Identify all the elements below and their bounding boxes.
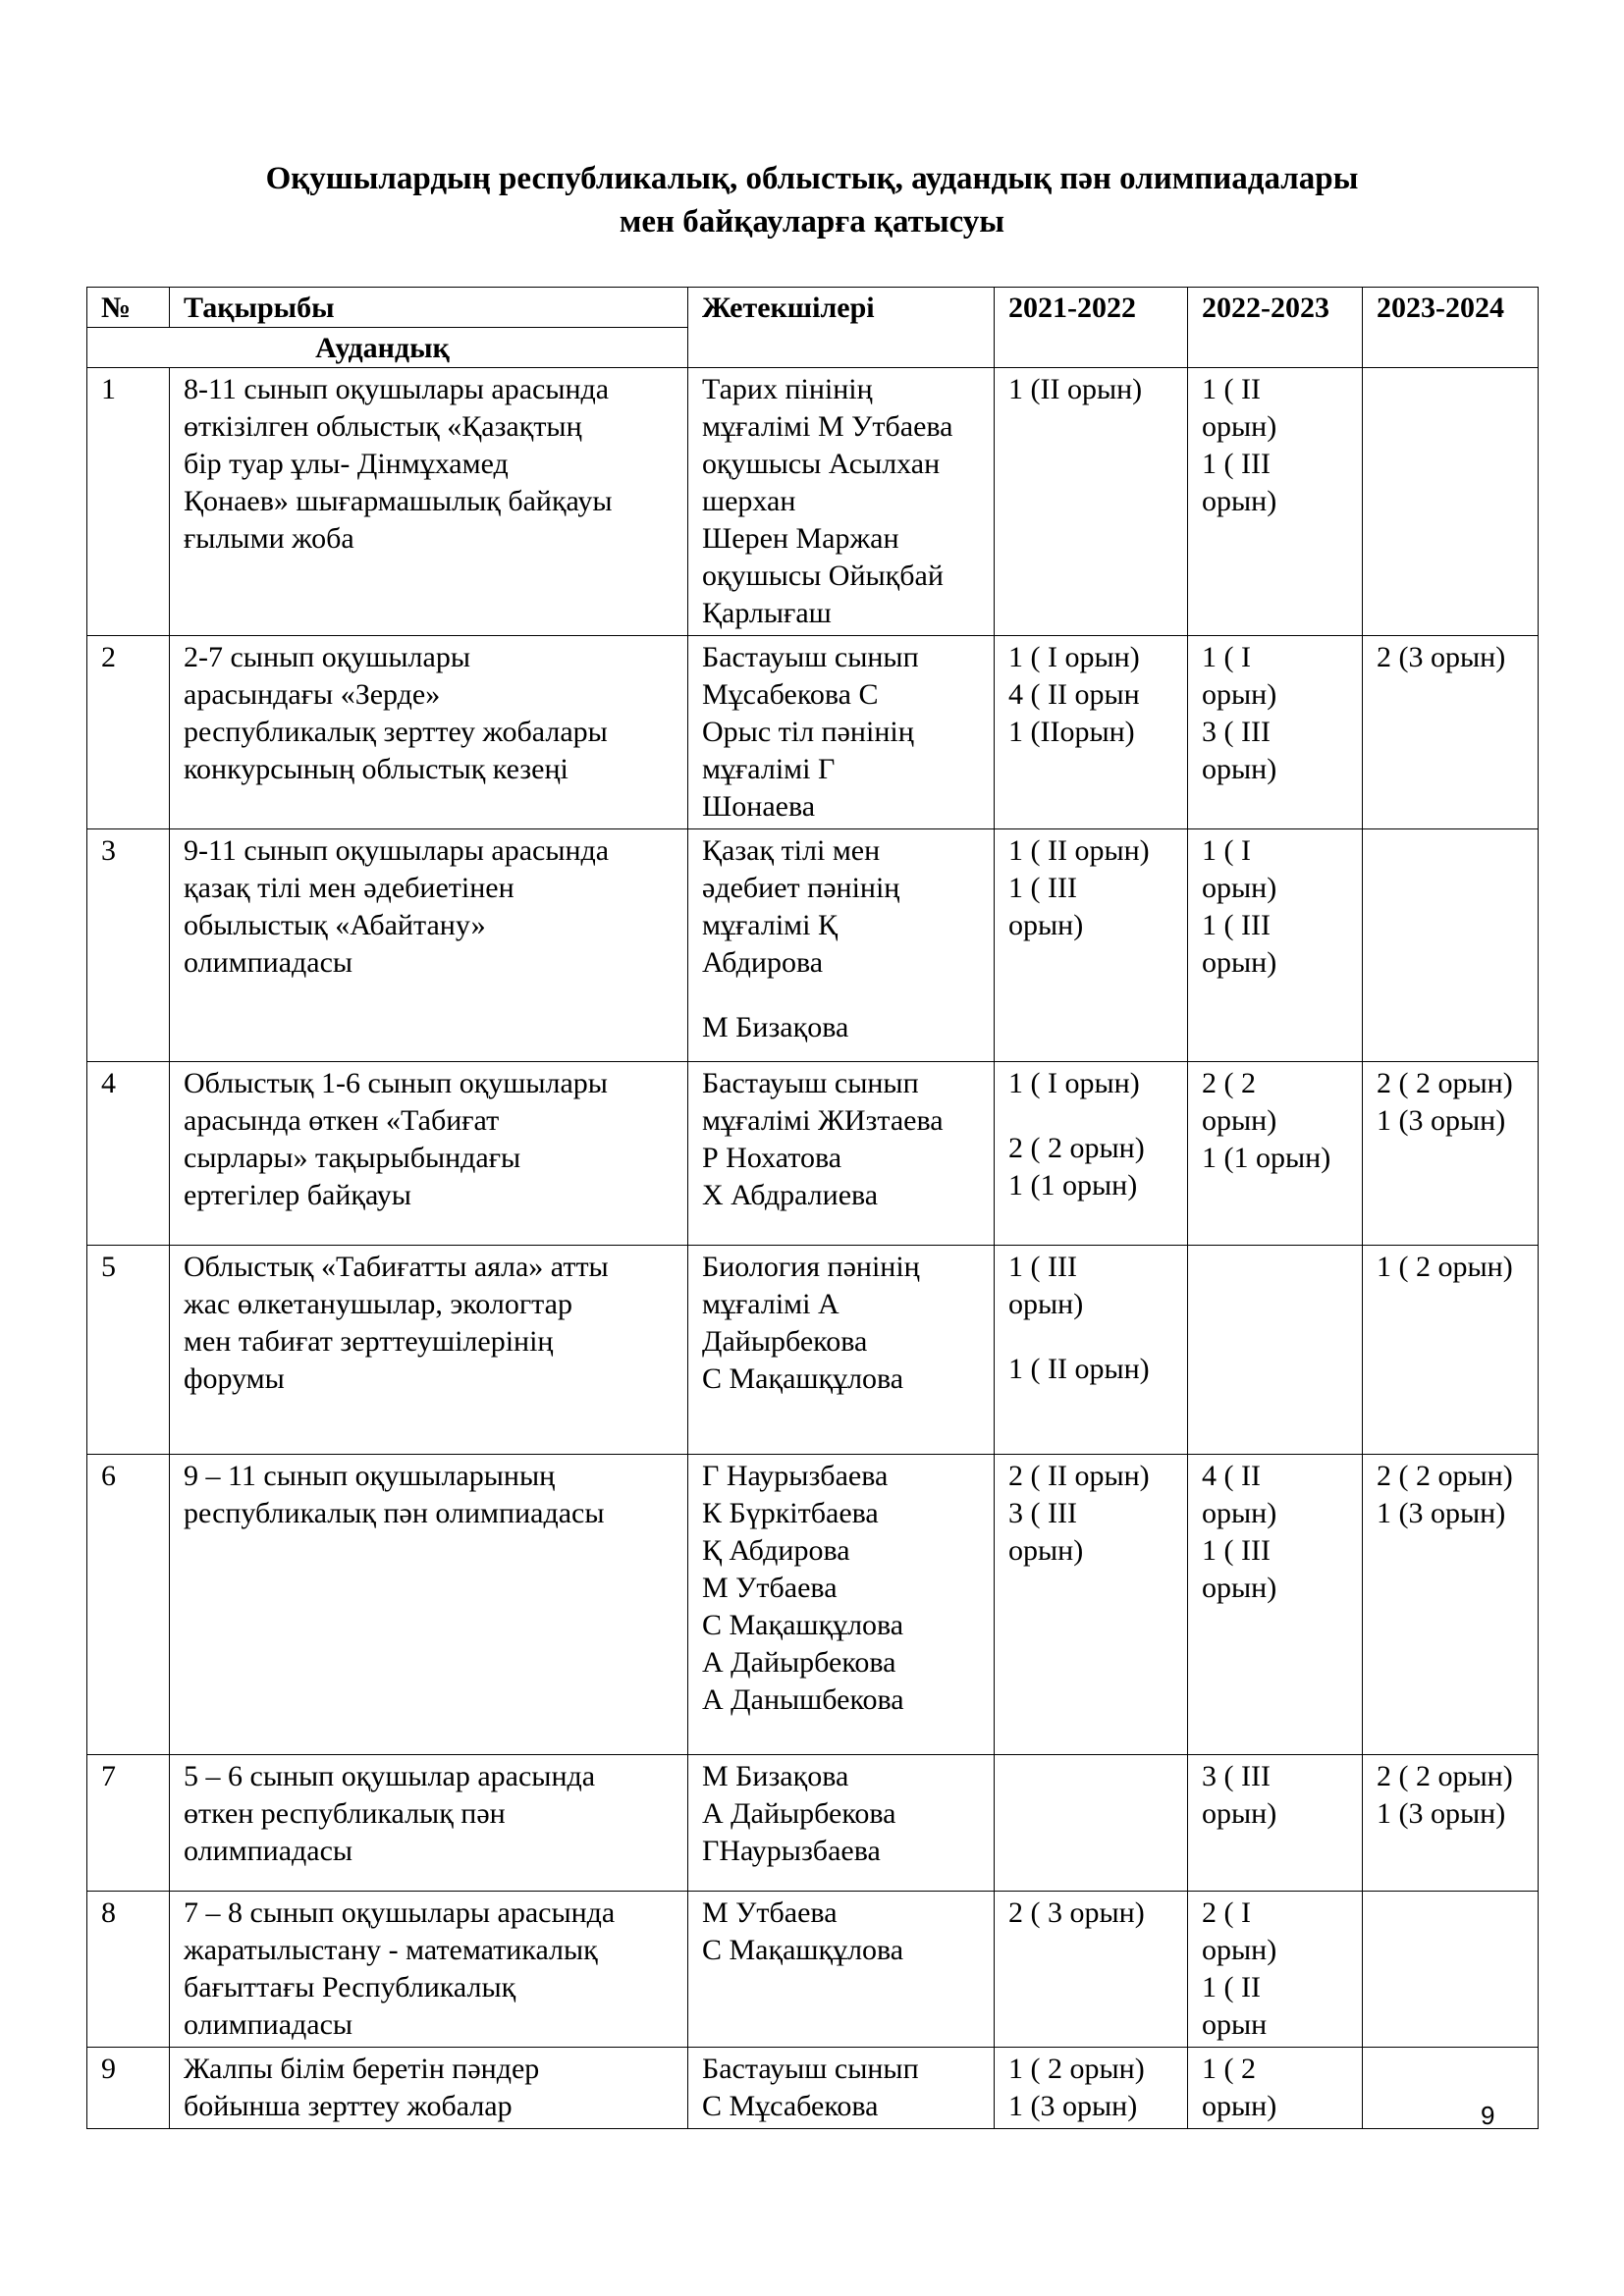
cell-2021-2022 <box>995 1755 1188 1892</box>
cell-line: орын) <box>1202 1797 1277 1830</box>
cell-line: Мұсабекова С <box>702 678 879 711</box>
cell-2021-2022 <box>995 1062 1188 1246</box>
cell-line: 1 (II орын) <box>1008 373 1143 405</box>
cell-line: Абдирова <box>702 946 824 979</box>
cell-line: 1 ( II <box>1202 1971 1261 2003</box>
table-row <box>87 1892 1539 2048</box>
cell-2021-2022 <box>995 829 1188 1062</box>
cell-line: 1 ( II орын) <box>1008 1353 1150 1385</box>
cell-line: олимпиадасы <box>184 946 353 979</box>
header-row <box>87 288 1539 328</box>
cell-line: Бастауыш сынып <box>702 641 919 673</box>
cell-line: 2 ( 2 орын) <box>1377 1067 1513 1099</box>
cell-num: 1 <box>87 368 170 636</box>
cell-line: А Данышбекова <box>702 1683 904 1716</box>
cell-line: ГНаурызбаева <box>702 1835 881 1867</box>
header-2021-2022: 2021-2022 <box>995 288 1188 368</box>
cell-line: Қонаев» шығармашылық байқауы <box>184 485 613 517</box>
cell-line: 2 ( 3 орын) <box>1008 1896 1145 1929</box>
cell-line: 1 ( 2 орын) <box>1008 2053 1145 2085</box>
cell-2021-2022 <box>995 1892 1188 2048</box>
cell-line: орын) <box>1202 485 1277 517</box>
cell-line: орын) <box>1008 1534 1084 1567</box>
cell-line: республикалық пән олимпиадасы <box>184 1497 605 1529</box>
title-line-2: мен байқауларға қатысуы <box>619 204 1005 240</box>
cell-line: 1 ( III <box>1202 1534 1271 1567</box>
cell-line: Р Нохатова <box>702 1142 842 1174</box>
cell-line: 1 ( I орын) <box>1008 641 1140 673</box>
table-row <box>87 1062 1539 1246</box>
cell-line: 3 ( III <box>1008 1497 1077 1529</box>
cell-2022-2023 <box>1188 829 1363 1062</box>
cell-2023-2024 <box>1363 1062 1539 1246</box>
cell-line: 1 ( I <box>1202 641 1251 673</box>
table-row <box>87 368 1539 636</box>
cell-line: Г Наурызбаева <box>702 1460 889 1492</box>
cell-line: 2 ( 2 <box>1202 1067 1256 1099</box>
cell-2023-2024 <box>1363 1755 1539 1892</box>
cell-2022-2023 <box>1188 368 1363 636</box>
cell-2021-2022 <box>995 1455 1188 1755</box>
cell-line: 5 – 6 сынып оқушылар арасында <box>184 1760 596 1792</box>
cell-line: 1 (3 орын) <box>1008 2090 1138 2122</box>
cell-line: қазақ тілі мен әдебиетінен <box>184 872 514 904</box>
header-topic: Тақырыбы <box>170 288 688 328</box>
cell-line: 1 ( II <box>1202 373 1261 405</box>
cell-line: 1 (3 орын) <box>1377 1797 1506 1830</box>
table-row <box>87 2048 1539 2129</box>
cell-line: С Мақашқұлова <box>702 1934 904 1966</box>
cell-num: 2 <box>87 636 170 829</box>
cell-line: К Бүркітбаева <box>702 1497 879 1529</box>
cell-line: Қ Абдирова <box>702 1534 850 1567</box>
cell-line: 2 (3 орын) <box>1377 641 1506 673</box>
cell-line: орын) <box>1202 410 1277 443</box>
cell-line: 2 ( 2 орын) <box>1377 1460 1513 1492</box>
cell-line: Қарлығаш <box>702 597 832 629</box>
cell-line: конкурсының облыстық кезеңі <box>184 753 568 785</box>
cell-line: С Мақашқұлова <box>702 1362 904 1395</box>
cell-line: 9-11 сынып оқушылары арасында <box>184 834 610 867</box>
table-row <box>87 636 1539 829</box>
cell-line: орын) <box>1202 872 1277 904</box>
cell-line: С Мақашқұлова <box>702 1609 904 1641</box>
cell-line: орын <box>1202 2008 1268 2041</box>
header-leaders: Жетекшілері <box>688 288 995 368</box>
cell-leaders <box>688 1062 995 1246</box>
cell-line: 7 – 8 сынып оқушылары арасында <box>184 1896 616 1929</box>
cell-line: обылыстық «Абайтану» <box>184 909 486 941</box>
cell-line: 1 ( 2 орын) <box>1377 1251 1513 1283</box>
page-title <box>86 157 1538 243</box>
cell-line: Бастауыш сынып <box>702 1067 919 1099</box>
cell-line: мұғалімі А <box>702 1288 839 1320</box>
cell-2023-2024 <box>1363 1892 1539 2048</box>
cell-line: орын) <box>1202 1497 1277 1529</box>
cell-2023-2024 <box>1363 636 1539 829</box>
cell-line: өткен республикалық пән <box>184 1797 506 1830</box>
cell-topic <box>170 636 688 829</box>
header-2022-2023: 2022-2023 <box>1188 288 1363 368</box>
cell-line: А Дайырбекова <box>702 1646 896 1679</box>
cell-line: Облыстық «Табиғатты аяла» атты <box>184 1251 609 1283</box>
cell-line: М Бизақова <box>702 1011 849 1043</box>
cell-line: 3 ( III <box>1202 716 1271 748</box>
cell-line: мұғалімі Г <box>702 753 836 785</box>
cell-2022-2023 <box>1188 1246 1363 1455</box>
cell-line: орын) <box>1202 1934 1277 1966</box>
cell-line: орын) <box>1008 909 1084 941</box>
cell-line: А Дайырбекова <box>702 1797 896 1830</box>
cell-2022-2023 <box>1188 1062 1363 1246</box>
cell-num: 3 <box>87 829 170 1062</box>
cell-line: олимпиадасы <box>184 2008 353 2041</box>
cell-line: Облыстық 1-6 сынып оқушылары <box>184 1067 608 1099</box>
cell-line: бойынша зерттеу жобалар <box>184 2090 513 2122</box>
cell-line: мұғалімі ЖИзтаева <box>702 1104 944 1137</box>
cell-line: 4 ( II орын <box>1008 678 1140 711</box>
cell-line: арасындағы «Зерде» <box>184 678 441 711</box>
cell-line: 1 ( I <box>1202 834 1251 867</box>
cell-line: 4 ( II <box>1202 1460 1261 1492</box>
cell-num: 4 <box>87 1062 170 1246</box>
cell-line: 8-11 сынып оқушылары арасында <box>184 373 610 405</box>
cell-line: орын) <box>1202 946 1277 979</box>
cell-line: олимпиадасы <box>184 1835 353 1867</box>
cell-leaders <box>688 368 995 636</box>
cell-2023-2024 <box>1363 829 1539 1062</box>
cell-2021-2022 <box>995 1246 1188 1455</box>
cell-line: орын) <box>1202 2090 1277 2122</box>
table-row <box>87 829 1539 1062</box>
cell-leaders <box>688 1755 995 1892</box>
cell-topic <box>170 1755 688 1892</box>
cell-line: 2 ( I <box>1202 1896 1251 1929</box>
cell-topic <box>170 829 688 1062</box>
cell-2022-2023 <box>1188 1892 1363 2048</box>
cell-line: 2 ( 2 орын) <box>1377 1760 1513 1792</box>
cell-line: 1 (3 орын) <box>1377 1497 1506 1529</box>
cell-line: 2 ( II орын) <box>1008 1460 1150 1492</box>
cell-line: 2 ( 2 орын) <box>1008 1132 1145 1164</box>
cell-leaders <box>688 829 995 1062</box>
cell-line: Шонаева <box>702 790 816 823</box>
title-line-1: Оқушылардың республикалық, облыстық, аудандық пән олимпиадалары <box>265 161 1359 196</box>
cell-topic <box>170 1892 688 2048</box>
cell-line: Орыс тіл пәнінің <box>702 716 914 748</box>
cell-line: 1 ( 2 <box>1202 2053 1256 2085</box>
cell-line: М Утбаева <box>702 1572 838 1604</box>
cell-line: орын) <box>1008 1288 1084 1320</box>
cell-2022-2023 <box>1188 636 1363 829</box>
cell-leaders <box>688 1246 995 1455</box>
cell-2023-2024 <box>1363 2048 1539 2129</box>
cell-line: 2-7 сынып оқушылары <box>184 641 471 673</box>
cell-line: орын) <box>1202 1104 1277 1137</box>
cell-line: бір туар ұлы- Дінмұхамед <box>184 448 509 480</box>
cell-line: 1 ( III <box>1202 909 1271 941</box>
table-row <box>87 1455 1539 1755</box>
cell-line: 1 ( II орын) <box>1008 834 1150 867</box>
cell-2023-2024 <box>1363 1246 1539 1455</box>
cell-line: 1 (1 орын) <box>1008 1169 1138 1201</box>
cell-line: 1 (3 орын) <box>1377 1104 1506 1137</box>
cell-line: Қазақ тілі мен <box>702 834 881 867</box>
cell-topic <box>170 1455 688 1755</box>
cell-num: 8 <box>87 1892 170 2048</box>
cell-line: арасында өткен «Табиғат <box>184 1104 500 1137</box>
cell-num: 9 <box>87 2048 170 2129</box>
cell-line: 3 ( III <box>1202 1760 1271 1792</box>
cell-line: сырлары» тақырыбындағы <box>184 1142 521 1174</box>
cell-line: 1 ( III <box>1202 448 1271 480</box>
cell-leaders <box>688 2048 995 2129</box>
cell-line: Дайырбекова <box>702 1325 868 1358</box>
cell-2022-2023 <box>1188 1755 1363 1892</box>
cell-line: өткізілген облыстық «Қазақтың <box>184 410 582 443</box>
cell-line: М Бизақова <box>702 1760 849 1792</box>
olympiad-table <box>86 287 1539 2129</box>
table-row <box>87 1755 1539 1892</box>
section-district: Аудандық <box>87 328 688 368</box>
cell-line: Бастауыш сынып <box>702 2053 919 2085</box>
cell-line: М Утбаева <box>702 1896 838 1929</box>
cell-leaders <box>688 1892 995 2048</box>
cell-line: С Мұсабекова <box>702 2090 879 2122</box>
cell-line: 1 ( I орын) <box>1008 1067 1140 1099</box>
cell-2023-2024 <box>1363 368 1539 636</box>
cell-line: Жалпы білім беретін пәндер <box>184 2053 540 2085</box>
cell-line: ертегілер байқауы <box>184 1179 411 1211</box>
cell-num: 7 <box>87 1755 170 1892</box>
header-2023-2024: 2023-2024 <box>1363 288 1539 368</box>
cell-line: жаратылыстану - математикалық <box>184 1934 598 1966</box>
cell-line: 1 (1 орын) <box>1202 1142 1331 1174</box>
cell-num: 5 <box>87 1246 170 1455</box>
cell-line: бағыттағы Республикалық <box>184 1971 516 2003</box>
cell-line: ғылыми жоба <box>184 522 354 555</box>
page-number: 9 <box>1481 2101 1495 2130</box>
cell-line: Тарих пінінің <box>702 373 873 405</box>
cell-line: әдебиет пәнінің <box>702 872 900 904</box>
cell-2023-2024 <box>1363 1455 1539 1755</box>
cell-line: 9 – 11 сынып оқушыларының <box>184 1460 556 1492</box>
cell-line: Х Абдралиева <box>702 1179 879 1211</box>
cell-line: республикалық зерттеу жобалары <box>184 716 608 748</box>
table-body <box>87 368 1539 2129</box>
header-num: № <box>87 288 170 328</box>
cell-line: мұғалімі Қ <box>702 909 839 941</box>
table-row <box>87 1246 1539 1455</box>
cell-leaders <box>688 636 995 829</box>
cell-line: Шерен Маржан <box>702 522 899 555</box>
cell-2022-2023 <box>1188 1455 1363 1755</box>
cell-line: Биология пәнінің <box>702 1251 920 1283</box>
cell-2021-2022 <box>995 2048 1188 2129</box>
cell-num: 6 <box>87 1455 170 1755</box>
cell-topic <box>170 2048 688 2129</box>
cell-topic <box>170 1062 688 1246</box>
cell-2021-2022 <box>995 636 1188 829</box>
cell-line: орын) <box>1202 753 1277 785</box>
cell-line: орын) <box>1202 678 1277 711</box>
cell-topic <box>170 1246 688 1455</box>
cell-line: шерхан <box>702 485 796 517</box>
cell-topic <box>170 368 688 636</box>
cell-2022-2023 <box>1188 2048 1363 2129</box>
cell-line: 1 (IIорын) <box>1008 716 1135 748</box>
cell-line: мұғалімі М Утбаева <box>702 410 953 443</box>
cell-line: 1 ( III <box>1008 872 1077 904</box>
cell-line: 1 ( III <box>1008 1251 1077 1283</box>
cell-line: жас өлкетанушылар, экологтар <box>184 1288 572 1320</box>
cell-line: оқушысы Ойықбай <box>702 560 944 592</box>
cell-line: орын) <box>1202 1572 1277 1604</box>
cell-line: мен табиғат зерттеушілерінің <box>184 1325 554 1358</box>
cell-line: оқушысы Асылхан <box>702 448 941 480</box>
cell-leaders <box>688 1455 995 1755</box>
cell-line: форумы <box>184 1362 285 1395</box>
cell-2021-2022 <box>995 368 1188 636</box>
